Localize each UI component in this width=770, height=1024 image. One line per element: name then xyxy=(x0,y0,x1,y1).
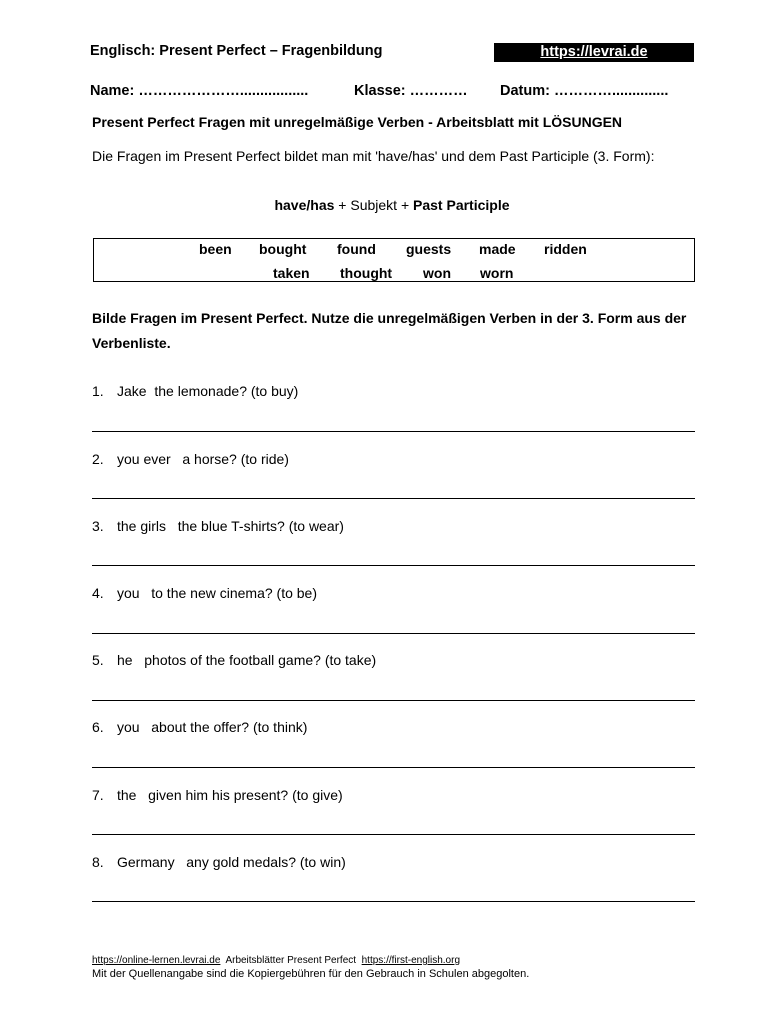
question-number: 7. xyxy=(92,787,104,803)
question-number: 1. xyxy=(92,383,104,399)
question-1 xyxy=(92,383,298,399)
verb-item: been xyxy=(199,241,232,257)
worksheet-subtitle: Present Perfect Fragen mit unregelmäßige Verben - Arbeitsblatt mit LÖSUNGEN xyxy=(92,114,623,130)
question-number: 3. xyxy=(92,518,104,534)
footer-links xyxy=(92,955,460,966)
question-3 xyxy=(92,518,344,534)
question-text: Germany any gold medals? (to win) xyxy=(117,854,346,870)
formula xyxy=(92,197,692,213)
name-field: Name: …………………................. xyxy=(90,83,309,99)
formula-past-participle: Past Participle xyxy=(413,197,510,213)
answer-line-2[interactable] xyxy=(92,498,695,499)
question-number: 4. xyxy=(92,585,104,601)
verb-item: thought xyxy=(340,265,393,281)
question-text: you to the new cinema? (to be) xyxy=(117,585,317,601)
answer-line-8[interactable] xyxy=(92,901,695,902)
question-text: the girls the blue T-shirts? (to wear) xyxy=(117,518,344,534)
question-8 xyxy=(92,854,346,870)
question-number: 2. xyxy=(92,451,104,467)
question-5 xyxy=(92,652,376,668)
answer-line-7[interactable] xyxy=(92,834,695,835)
question-text: the given him his present? (to give) xyxy=(117,787,343,803)
answer-line-4[interactable] xyxy=(92,633,695,634)
formula-subject: + Subjekt + xyxy=(334,197,414,213)
verb-item: bought xyxy=(259,241,307,257)
intro-text: Die Fragen im Present Perfect bildet man mit 'have/has' und dem Past Participle (3. Form): xyxy=(92,148,655,164)
question-text: you ever a horse? (to ride) xyxy=(117,451,289,467)
verb-list-box xyxy=(93,238,695,282)
datum-field: Datum: ………….............. xyxy=(500,83,669,99)
klasse-field: Klasse: ………… xyxy=(354,83,468,99)
question-2 xyxy=(92,451,289,467)
verb-item: found xyxy=(337,241,376,257)
verb-item: made xyxy=(479,241,516,257)
question-4 xyxy=(92,585,317,601)
footer-link-online-lernen[interactable]: https://online-lernen.levrai.de xyxy=(92,955,221,966)
question-text: you about the offer? (to think) xyxy=(117,719,308,735)
answer-line-3[interactable] xyxy=(92,565,695,566)
verb-item: taken xyxy=(273,265,310,281)
worksheet-title: Englisch: Present Perfect – Fragenbildung xyxy=(90,43,383,59)
question-number: 8. xyxy=(92,854,104,870)
footer-middle-text: Arbeitsblätter Present Perfect xyxy=(225,955,357,966)
question-number: 5. xyxy=(92,652,104,668)
question-7 xyxy=(92,787,343,803)
verb-item: worn xyxy=(480,265,514,281)
answer-line-6[interactable] xyxy=(92,767,695,768)
footer-link-first-english[interactable]: https://first-english.org xyxy=(361,955,460,966)
verb-item: ridden xyxy=(544,241,587,257)
header-link[interactable]: https://levrai.de xyxy=(494,43,694,62)
verb-item: won xyxy=(423,265,451,281)
question-6 xyxy=(92,719,307,735)
question-text: Jake the lemonade? (to buy) xyxy=(117,383,299,399)
task-instruction: Bilde Fragen im Present Perfect. Nutze die unregelmäßigen Verben in der 3. Form aus der Verbenliste. xyxy=(92,310,687,351)
answer-line-1[interactable] xyxy=(92,431,695,432)
formula-have-has: have/has xyxy=(274,197,335,213)
question-text: he photos of the football game? (to take) xyxy=(117,652,377,668)
question-number: 6. xyxy=(92,719,104,735)
verb-item: guests xyxy=(406,241,452,257)
answer-line-5[interactable] xyxy=(92,700,695,701)
footer-note: Mit der Quellenangabe sind die Kopiergebühren für den Gebrauch in Schulen abgegolten. xyxy=(92,968,530,980)
